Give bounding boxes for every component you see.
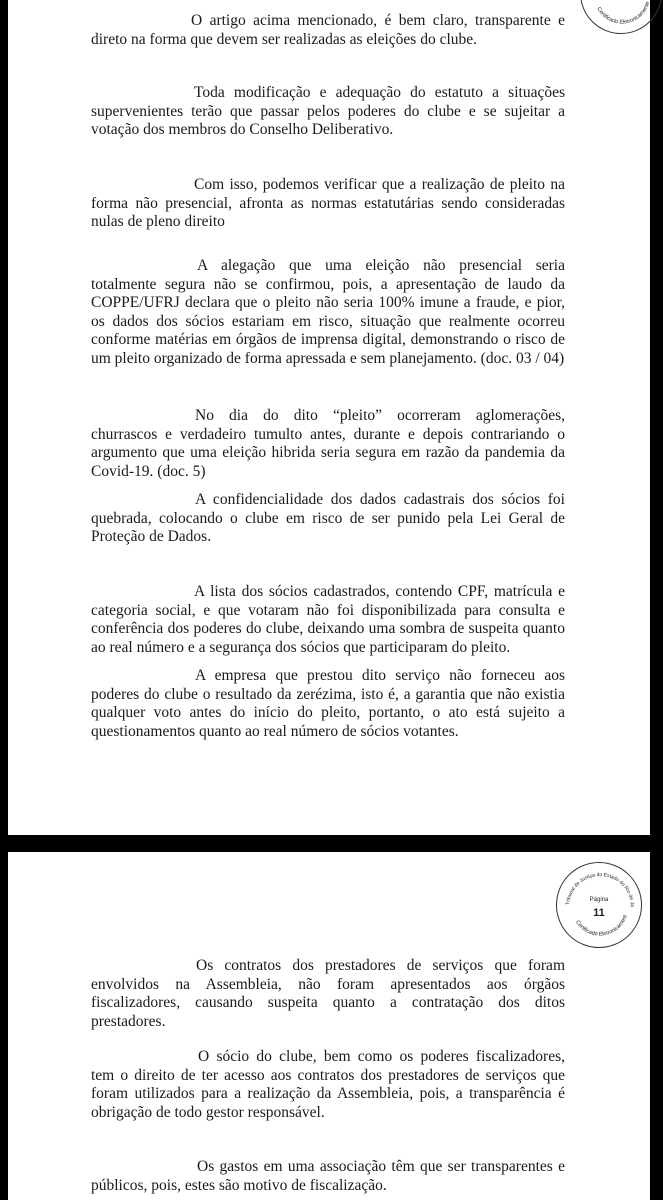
- court-seal-2: [556, 862, 642, 948]
- seal-1-text: Certificado Eletronicamente: [595, 0, 652, 26]
- paragraph-7: A lista dos sócios cadastrados, contendo CPF, matrícula e categoria social, e que votaram não foi disponibilizada para consulta e conferência dos poderes do clube, deixando uma sombra de suspeita quanto ao real número e a segurança dos sócios que participaram do pleito.: [91, 583, 565, 656]
- seal-2-top-text: Tribunal de Justiça do Estado do Rio de Ja: [565, 871, 636, 908]
- paragraph-2: Toda modificação e adequação do estatuto a situações supervenientes terão que passar pelos poderes do clube e se sujeitar a votação dos membros do Conselho Deliberativo.: [91, 84, 565, 139]
- svg-text:Certificado Eletronicamente: [595, 1, 651, 26]
- paragraph-9: Os contratos dos prestadores de serviços que foram envolvidos na Assembleia, não foram apresentados aos órgãos fiscalizadores, causando suspeita quanto a contratação dos ditos prestadores.: [91, 957, 565, 1030]
- paragraph-6: A confidencialidade dos dados cadastrais dos sócios foi quebrada, colocando o clube em risco de ser punido pela Lei Geral de Proteção de Dados.: [91, 491, 565, 546]
- paragraph-10: O sócio do clube, bem como os poderes fiscalizadores, tem o direito de ter acesso aos contratos dos prestadores de serviços que foram utilizados para a realização da Assembleia, pois, a transparência é obrigação de todo gestor responsável.: [91, 1048, 565, 1121]
- paragraph-11: Os gastos em uma associação têm que ser transparentes e públicos, pois, estes são motivo de fiscalização.: [91, 1158, 565, 1194]
- seal-1-arc-text: [581, 0, 663, 35]
- paragraph-1: O artigo acima mencionado, é bem claro, transparente e direto na forma que devem ser realizadas as eleições do clube.: [91, 12, 565, 48]
- document-page-2: [8, 852, 650, 1200]
- paragraph-4: A alegação que uma eleição não presencial seria totalmente segura não se confirmou, pois, a apresentação de laudo da COPPE/UFRJ declara que o pleito não seria 100% imune a fraude, e pior, os dados dos sócios estariam em risco, situação que realmente ocorreu conforme matérias em órgãos de imprensa digital, demonstrando o risco de um pleito organizado de forma apressada e sem planejamento. (doc. 03 / 04): [91, 257, 565, 367]
- paragraph-5: No dia do dito “pleito” ocorreram aglomerações, churrascos e verdadeiro tumulto antes, durante e depois contrariando o argumento que uma eleição hibrida seria segura em razão da pandemia da Covid-19. (doc. 5): [91, 407, 565, 480]
- paragraph-8: A empresa que prestou dito serviço não forneceu aos poderes do clube o resultado da zerézima, isto é, a garantia que não existia qualquer voto antes do início do pleito, portanto, o ato está sujeito a questionamentos quanto ao real número de sócios votantes.: [91, 667, 565, 740]
- seal-2-arc-text: [557, 863, 643, 949]
- court-seal-1: [580, 0, 662, 34]
- paragraph-3: Com isso, podemos verificar que a realização de pleito na forma não presencial, afronta as normas estatutárias sendo consideradas nulas de pleno direito: [91, 176, 565, 231]
- document-page-1: [8, 0, 650, 835]
- seal-page-number: 11: [593, 907, 605, 919]
- seal-2-bottom-text: Certificado Eletronicament: [574, 914, 629, 938]
- seal-page-label: Página: [589, 897, 609, 903]
